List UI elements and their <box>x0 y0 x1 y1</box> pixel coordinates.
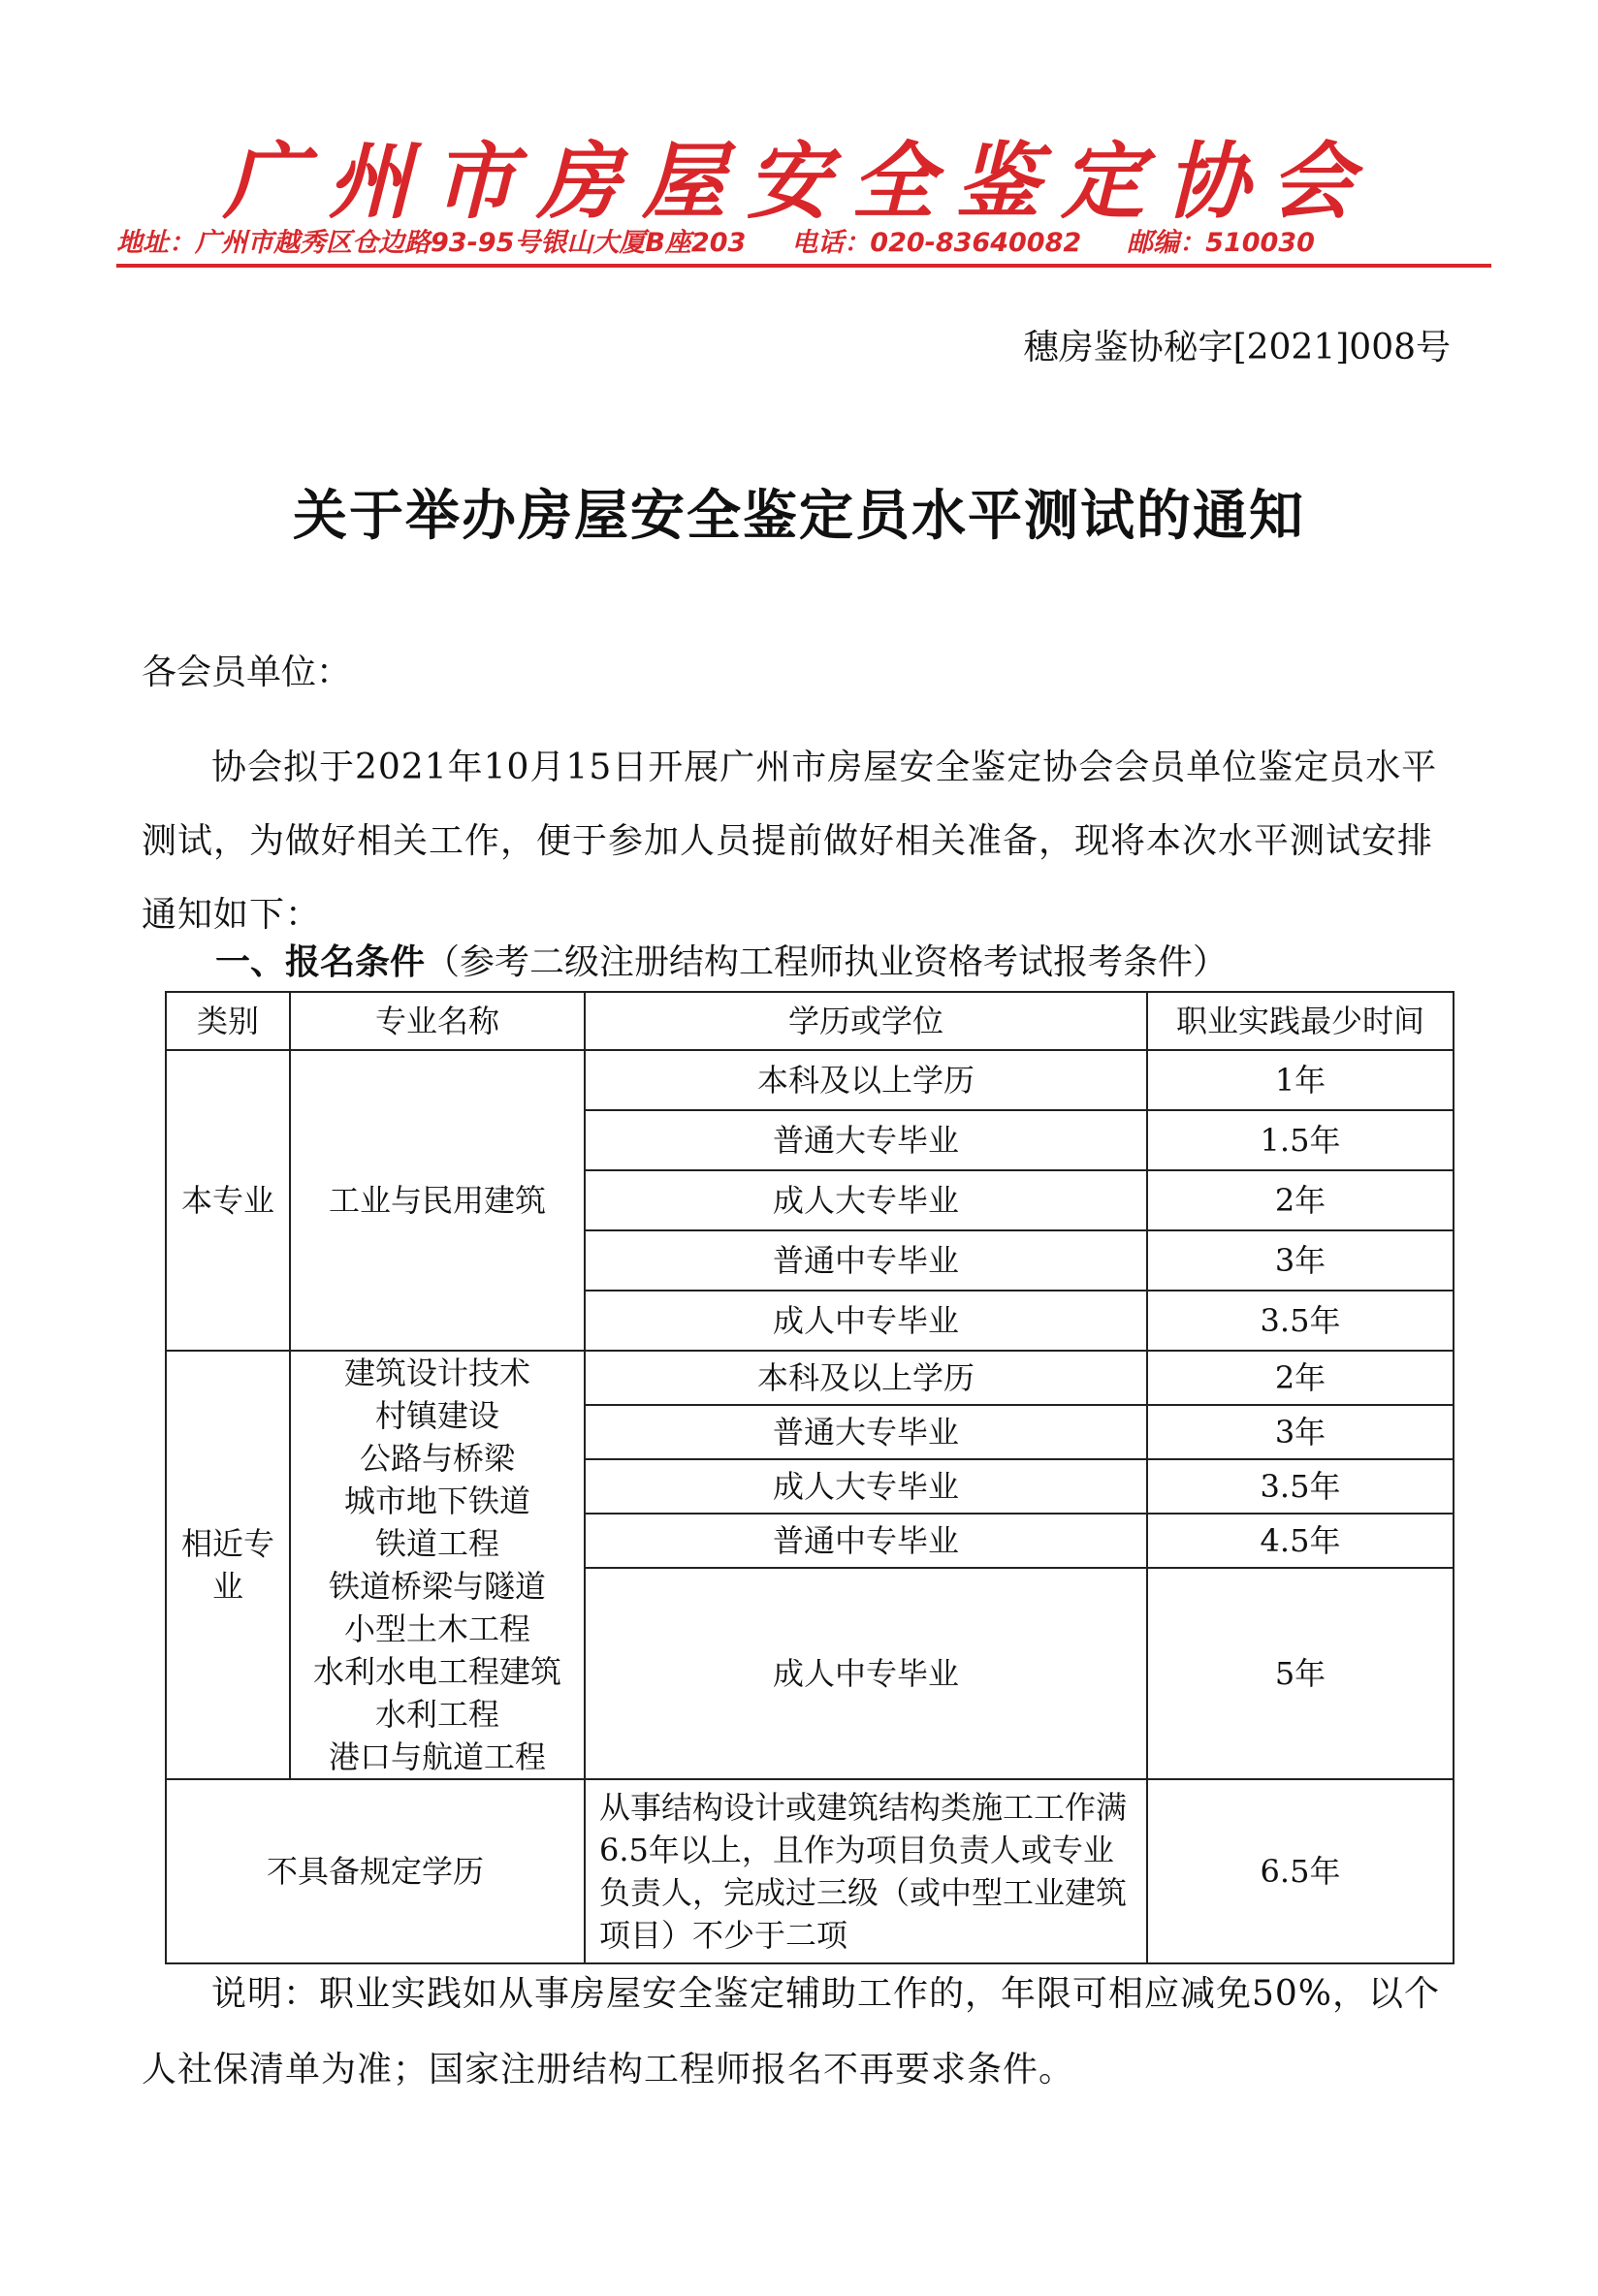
major-item: 铁道工程 <box>374 1525 499 1562</box>
note-paragraph: 说明：职业实践如从事房屋安全鉴定辅助工作的，年限可相应减免50%，以个人社保清单为准；国家注册结构工程师报名不再要求条件。 <box>142 1974 1441 2089</box>
time-cell: 5年 <box>1147 1568 1454 1779</box>
letterhead-phone: 电话：020-83640082 <box>791 228 1082 258</box>
doc-title: 关于举办房屋安全鉴定员水平测试的通知 <box>293 484 1305 548</box>
category-cell: 本专业 <box>166 1050 290 1351</box>
table-row <box>166 1351 1454 1405</box>
section-1-title: 报名条件 <box>285 941 426 982</box>
category-cell: 不具备规定学历 <box>166 1779 585 1963</box>
requirements-table <box>165 991 1454 1964</box>
major-item: 村镇建设 <box>374 1397 499 1434</box>
letterhead-contact <box>116 221 1493 259</box>
degree-cell: 普通大专毕业 <box>585 1405 1147 1459</box>
time-cell: 1年 <box>1147 1050 1454 1110</box>
degree-cell: 普通中专毕业 <box>585 1230 1147 1291</box>
major-item: 水利工程 <box>374 1696 499 1733</box>
degree-cell: 成人大专毕业 <box>585 1459 1147 1514</box>
major-item: 港口与航道工程 <box>328 1738 546 1775</box>
degree-cell: 普通大专毕业 <box>585 1110 1147 1170</box>
intro-paragraph: 协会拟于2021年10月15日开展广州市房屋安全鉴定协会会员单位鉴定员水平测试，为做好相关工作，便于参加人员提前做好相关准备，现将本次水平测试安排通知如下： <box>142 748 1438 935</box>
major-item: 小型土木工程 <box>343 1610 530 1647</box>
table-header-cell: 职业实践最少时间 <box>1147 992 1454 1050</box>
letterhead-rule <box>116 264 1491 268</box>
table-header-cell: 类别 <box>166 992 290 1050</box>
time-cell: 4.5年 <box>1147 1514 1454 1568</box>
letterhead-postcode: 邮编：510030 <box>1127 228 1315 258</box>
degree-cell: 从事结构设计或建筑结构类施工工作满6.5年以上，且作为项目负责人或专业负责人，完成过三级（或中型工业建筑项目）不少于二项 <box>585 1779 1147 1963</box>
major-cell: 工业与民用建筑 <box>290 1050 585 1351</box>
degree-cell: 普通中专毕业 <box>585 1514 1147 1568</box>
major-item: 铁道桥梁与隧道 <box>328 1568 546 1605</box>
degree-cell: 本科及以上学历 <box>585 1050 1147 1110</box>
degree-cell: 成人大专毕业 <box>585 1170 1147 1230</box>
degree-cell: 成人中专毕业 <box>585 1291 1147 1351</box>
letterhead-address: 地址：广州市越秀区仓边路93-95号银山大厦B座203 <box>116 228 747 258</box>
table-header-cell: 学历或学位 <box>585 992 1147 1050</box>
major-item: 建筑设计技术 <box>343 1355 530 1391</box>
major-list-cell <box>290 1351 585 1779</box>
time-cell: 3.5年 <box>1147 1291 1454 1351</box>
time-cell: 3年 <box>1147 1405 1454 1459</box>
degree-cell: 成人中专毕业 <box>585 1568 1147 1779</box>
section-1-heading <box>215 935 1228 984</box>
time-cell: 3年 <box>1147 1230 1454 1291</box>
doc-number: 穗房鉴协秘字[2021]008号 <box>1023 328 1451 367</box>
table-header-cell: 专业名称 <box>290 992 585 1050</box>
major-item: 公路与桥梁 <box>359 1440 515 1477</box>
time-cell: 6.5年 <box>1147 1779 1454 1963</box>
table-header-row <box>166 992 1454 1050</box>
section-1-subtitle: （参考二级注册结构工程师执业资格考试报考条件） <box>425 942 1229 982</box>
letterhead-org-name: 广州市房屋安全鉴定协会 <box>223 133 1375 231</box>
table-row <box>166 1050 1454 1110</box>
major-item: 水利水电工程建筑 <box>312 1653 561 1690</box>
time-cell: 1.5年 <box>1147 1110 1454 1170</box>
table-row <box>166 1779 1454 1963</box>
major-item: 城市地下铁道 <box>343 1483 530 1519</box>
time-cell: 2年 <box>1147 1351 1454 1405</box>
section-1-number: 一、 <box>215 941 286 982</box>
category-cell: 相近专业 <box>166 1351 290 1779</box>
degree-cell: 本科及以上学历 <box>585 1351 1147 1405</box>
time-cell: 2年 <box>1147 1170 1454 1230</box>
time-cell: 3.5年 <box>1147 1459 1454 1514</box>
salutation: 各会员单位： <box>142 653 352 692</box>
